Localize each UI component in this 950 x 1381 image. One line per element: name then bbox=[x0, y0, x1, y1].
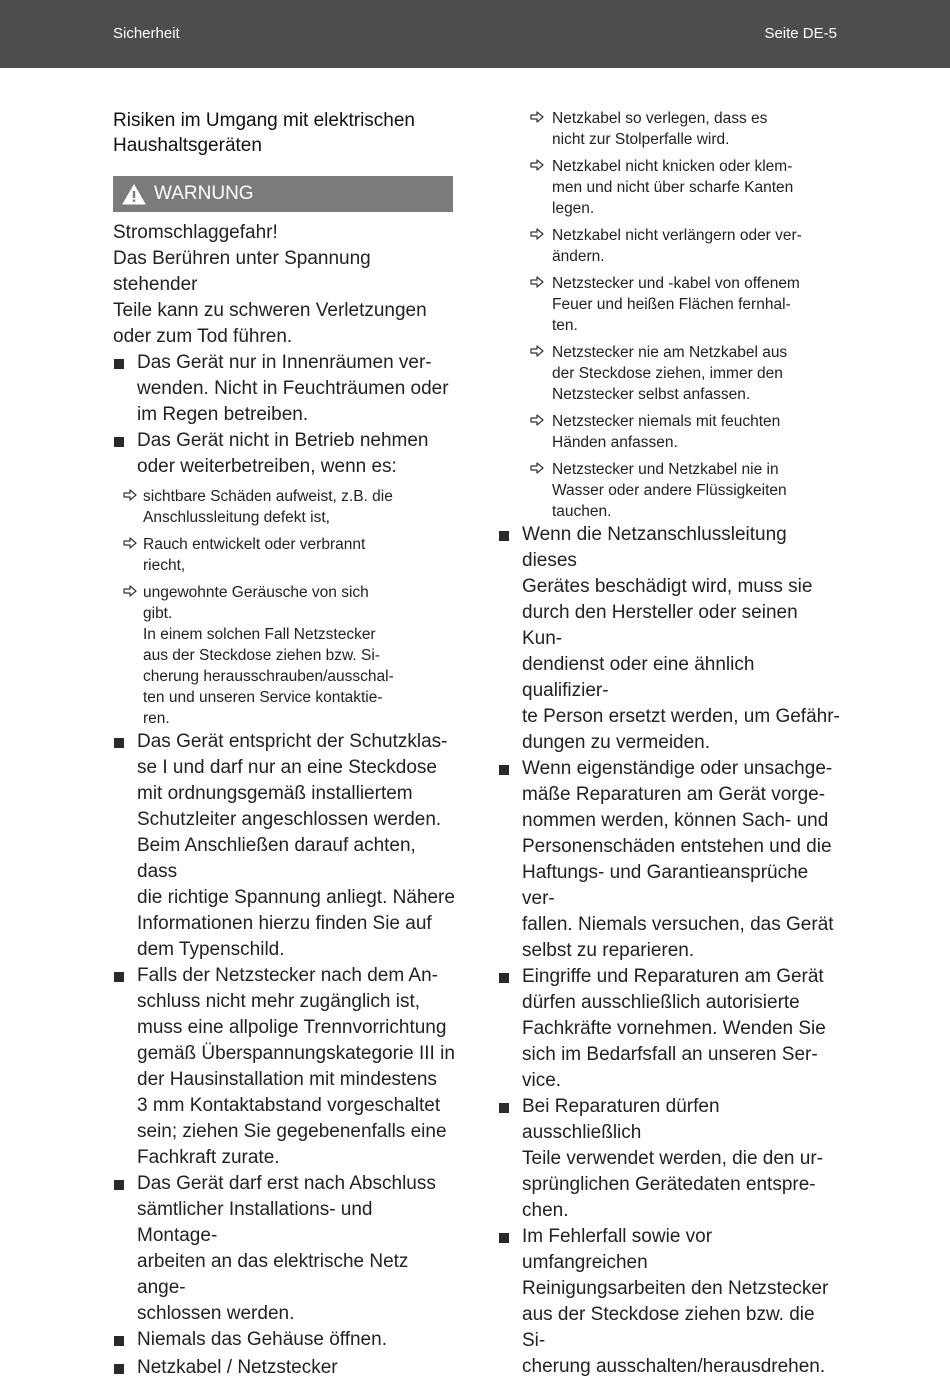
arrow-right-icon bbox=[530, 462, 544, 474]
sub-list-item: Netzstecker nie am Netzkabel aus der Steckdose ziehen, immer den Netzstecker selbst anfassen. bbox=[498, 342, 840, 405]
section-title: Risiken im Umgang mit elektrischen Haushaltsgeräten bbox=[113, 110, 415, 156]
warning-bar bbox=[113, 176, 453, 212]
bullet-square-icon bbox=[114, 359, 124, 369]
bullet-square-icon bbox=[499, 1233, 509, 1243]
header-section: Sicherheit bbox=[113, 25, 180, 42]
list-item: Das Gerät darf erst nach Abschluss sämtlicher Installations- und Montage- arbeiten an das elektrische Netz ange- schlossen werden. bbox=[113, 1171, 455, 1327]
bullet-square-icon bbox=[114, 1180, 124, 1190]
sub-list-item: Rauch entwickelt oder verbrannt riecht, bbox=[113, 534, 455, 576]
sub-list-item: sichtbare Schäden aufweist, z.B. die Anschlussleitung defekt ist, bbox=[113, 486, 455, 528]
list-item: Das Gerät nicht in Betrieb nehmen oder weiterbetreiben, wenn es: bbox=[113, 428, 455, 480]
list-item: Das Gerät nur in Innenräumen ver- wenden. Nicht in Feuchträumen oder im Regen betreiben. bbox=[113, 350, 455, 428]
arrow-right-icon bbox=[530, 111, 544, 123]
arrow-right-icon bbox=[530, 276, 544, 288]
list-item: Wenn eigenständige oder unsachge- mäße Reparaturen am Gerät vorge- nommen werden, können Sach- und Personenschäden entstehen und die Haftungs- und Garantieansprüche ver- fallen. Niemals versuchen, das Gerät selbst zu reparieren. bbox=[498, 756, 840, 964]
arrow-right-icon bbox=[123, 489, 137, 501]
bullet-square-icon bbox=[499, 1103, 509, 1113]
list-item: Wenn die Netzanschlussleitung dieses Gerätes beschädigt wird, muss sie durch den Hersteller oder seinen Kun- dendienst oder eine ähnlich qualifizier- te Person ersetzt werden, um Gefähr- dungen zu vermeiden. bbox=[498, 522, 840, 756]
arrow-right-icon bbox=[123, 585, 137, 597]
bullet-square-icon bbox=[114, 437, 124, 447]
sub-list-item: Netzstecker niemals mit feuchten Händen anfassen. bbox=[498, 411, 840, 453]
left-column bbox=[113, 106, 455, 1381]
list-item: Niemals das Gehäuse öffnen. bbox=[113, 1327, 455, 1353]
bullet-square-icon bbox=[114, 1336, 124, 1346]
arrow-right-icon bbox=[123, 537, 137, 549]
page-header bbox=[0, 0, 950, 68]
list-item: Eingriffe und Reparaturen am Gerät dürfen ausschließlich autorisierte Fachkräfte vornehmen. Wenden Sie sich im Bedarfsfall an unseren Ser- vice. bbox=[498, 964, 840, 1094]
bullet-square-icon bbox=[114, 1364, 124, 1374]
sub-list-item: Netzkabel nicht knicken oder klem- men und nicht über scharfe Kanten legen. bbox=[498, 156, 840, 219]
arrow-right-icon bbox=[530, 159, 544, 171]
right-column bbox=[498, 108, 840, 1380]
arrow-right-icon bbox=[530, 414, 544, 426]
warning-label: WARNUNG bbox=[154, 183, 254, 204]
header-page-number: Seite DE-5 bbox=[764, 25, 837, 42]
bullet-square-icon bbox=[499, 765, 509, 775]
list-item: Bei Reparaturen dürfen ausschließlich Teile verwendet werden, die den ur- sprünglichen Gerätedaten entspre- chen. bbox=[498, 1094, 840, 1224]
warning-triangle-icon bbox=[122, 184, 146, 205]
sub-list-item: Netzstecker und -kabel von offenem Feuer und heißen Flächen fernhal- ten. bbox=[498, 273, 840, 336]
arrow-right-icon bbox=[530, 228, 544, 240]
arrow-right-icon bbox=[530, 345, 544, 357]
warning-intro: Stromschlaggefahr! Das Berühren unter Spannung stehender Teile kann zu schweren Verletzungen oder zum Tod führen. bbox=[113, 222, 427, 347]
sub-list-item: ungewohnte Geräusche von sich gibt. In einem solchen Fall Netzstecker aus der Steckdose ziehen bzw. Si- cherung herausschrauben/ausschal- ten und unseren Service kontaktie- ren. bbox=[113, 582, 455, 729]
bullet-square-icon bbox=[114, 738, 124, 748]
bullet-square-icon bbox=[499, 973, 509, 983]
bullet-square-icon bbox=[114, 972, 124, 982]
list-item: Falls der Netzstecker nach dem An- schluss nicht mehr zugänglich ist, muss eine allpolige Trennvorrichtung gemäß Überspannungskategorie III in der Hausinstallation mit mindestens 3 mm Kontaktabstand vorgeschaltet sein; ziehen Sie gegebenenfalls eine Fachkraft zurate. bbox=[113, 963, 455, 1171]
sub-list-item: Netzkabel so verlegen, dass es nicht zur Stolperfalle wird. bbox=[498, 108, 840, 150]
list-item: Im Fehlerfall sowie vor umfangreichen Reinigungsarbeiten den Netzstecker aus der Steckdose ziehen bzw. die Si- cherung ausschalten/herausdrehen. bbox=[498, 1224, 840, 1380]
sub-list-item: Netzstecker und Netzkabel nie in Wasser oder andere Flüssigkeiten tauchen. bbox=[498, 459, 840, 522]
bullet-square-icon bbox=[499, 531, 509, 541]
list-item: Netzkabel / Netzstecker bbox=[113, 1355, 455, 1381]
list-item: Das Gerät entspricht der Schutzklas- se I und darf nur an eine Steckdose mit ordnungsgemäß installiertem Schutzleiter angeschlossen werden. Beim Anschließen darauf achten, dass die richtige Spannung anliegt. Nähere Informationen hierzu finden Sie auf dem Typenschild. bbox=[113, 729, 455, 963]
sub-list-item: Netzkabel nicht verlängern oder ver- ändern. bbox=[498, 225, 840, 267]
